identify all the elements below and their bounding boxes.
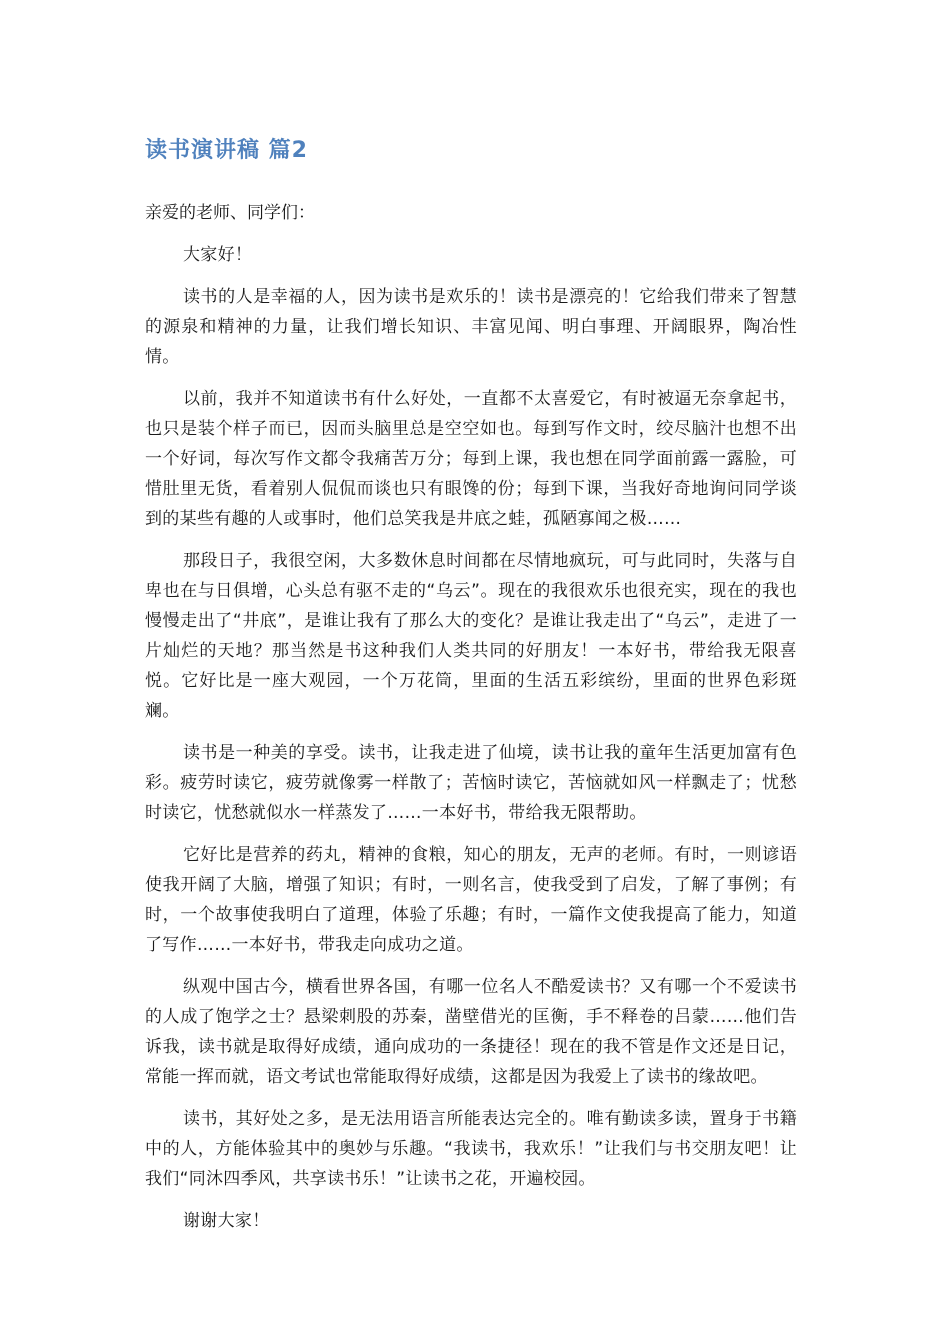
paragraph-4: 读书是一种美的享受。读书，让我走进了仙境，读书让我的童年生活更加富有色彩。疲劳时读它，疲劳就像雾一样散了；苦恼时读它，苦恼就如风一样飘走了；忧愁时读它，忧愁就似水一样蒸发了……一本好书，带给我无限帮助。 bbox=[145, 743, 797, 823]
paragraph-greeting: 大家好！ bbox=[183, 245, 253, 265]
salutation: 亲爱的老师、同学们： bbox=[145, 203, 315, 223]
paragraph-5: 它好比是营养的药丸，精神的食粮，知心的朋友，无声的老师。有时，一则谚语使我开阔了大脑，增强了知识；有时，一则名言，使我受到了启发，了解了事例；有时，一个故事使我明白了道理，体验了乐趣；有时，一篇作文使我提高了能力，知道了写作……一本好书，带我走向成功之道。 bbox=[145, 845, 797, 955]
paragraph-2: 以前，我并不知道读书有什么好处，一直都不太喜爱它，有时被逼无奈拿起书，也只是装个样子而已，因而头脑里总是空空如也。每到写作文时，绞尽脑汁也想不出一个好词，每次写作文都令我痛苦万分；每到上课，我也想在同学面前露一露脸，可惜肚里无货，看着别人侃侃而谈也只有眼馋的份；每到下课，当我好奇地询问同学谈到的某些有趣的人或事时，他们总笑我是井底之蛙，孤陋寡闻之极…… bbox=[145, 389, 797, 529]
document-title: 读书演讲稿 篇2 bbox=[145, 138, 308, 163]
paragraph-1: 读书的人是幸福的人，因为读书是欢乐的！读书是漂亮的！它给我们带来了智慧的源泉和精神的力量，让我们增长知识、丰富见闻、明白事理、开阔眼界，陶冶性情。 bbox=[145, 287, 797, 367]
paragraph-6: 纵观中国古今，横看世界各国，有哪一位名人不酷爱读书？又有哪一个不爱读书的人成了饱学之士？悬梁刺股的苏秦，凿壁借光的匡衡，手不释卷的吕蒙……他们告诉我，读书就是取得好成绩，通向成功的一条捷径！现在的我不管是作文还是日记，常能一挥而就，语文考试也常能取得好成绩，这都是因为我爱上了读书的缘故吧。 bbox=[145, 977, 797, 1087]
document-page bbox=[145, 134, 797, 1248]
paragraph-closing: 谢谢大家！ bbox=[183, 1211, 270, 1231]
paragraph-3: 那段日子，我很空闲，大多数休息时间都在尽情地疯玩，可与此同时，失落与自卑也在与日俱增，心头总有驱不走的“乌云”。现在的我很欢乐也很充实，现在的我也慢慢走出了“井底”，是谁让我有了那么大的变化？是谁让我走出了“乌云”，走进了一片灿烂的天地？那当然是书这种我们人类共同的好朋友！一本好书，带给我无限喜悦。它好比是一座大观园，一个万花筒，里面的生活五彩缤纷，里面的世界色彩斑斓。 bbox=[145, 551, 797, 721]
paragraph-7: 读书，其好处之多，是无法用语言所能表达完全的。唯有勤读多读，置身于书籍中的人，方能体验其中的奥妙与乐趣。“我读书，我欢乐！”让我们与书交朋友吧！让我们“同沐四季风，共享读书乐！”让读书之花，开遍校园。 bbox=[145, 1109, 797, 1189]
